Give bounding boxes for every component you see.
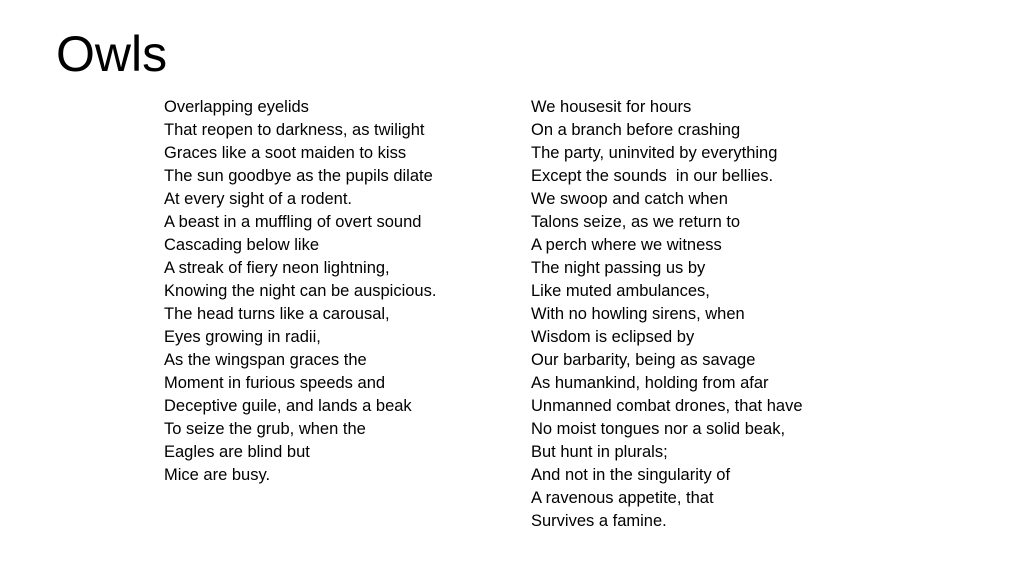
poem-line: A ravenous appetite, that (531, 489, 714, 507)
poem-line: A beast in a muffling of overt sound (164, 213, 422, 231)
poem-line: Cascading below like (164, 236, 320, 254)
poem-line: Survives a famine. (531, 512, 667, 530)
poem-line: As the wingspan graces the (164, 351, 367, 369)
poem-line: But hunt in plurals; (531, 443, 668, 461)
poem-line: Eyes growing in radii, (164, 328, 321, 346)
poem-line: Knowing the night can be auspicious. (164, 282, 437, 300)
poem-line: As humankind, holding from afar (531, 374, 769, 392)
poem-line: Eagles are blind but (164, 443, 310, 461)
poem-line: That reopen to darkness, as twilight (164, 121, 425, 139)
poem-right-column (531, 96, 803, 533)
poem-line: Mice are busy. (164, 466, 271, 484)
poem-line: The party, uninvited by everything (531, 144, 778, 162)
poem-line: The night passing us by (531, 259, 706, 277)
poem-line: The sun goodbye as the pupils dilate (164, 167, 433, 185)
poem-line: Overlapping eyelids (164, 98, 309, 116)
poem-line: Unmanned combat drones, that have (531, 397, 803, 415)
poem-line: To seize the grub, when the (164, 420, 366, 438)
poem-line: No moist tongues nor a solid beak, (531, 420, 786, 438)
poem-line: Talons seize, as we return to (531, 213, 741, 231)
poem-line: On a branch before crashing (531, 121, 741, 139)
poem-line: And not in the singularity of (531, 466, 731, 484)
poem-line: Like muted ambulances, (531, 282, 710, 300)
poem-left-column (164, 96, 436, 487)
poem-line: At every sight of a rodent. (164, 190, 353, 208)
poem-line: Our barbarity, being as savage (531, 351, 756, 369)
poem-line: The head turns like a carousal, (164, 305, 390, 323)
poem-line: With no howling sirens, when (531, 305, 745, 323)
poem-line: Wisdom is eclipsed by (531, 328, 695, 346)
poem-line: Graces like a soot maiden to kiss (164, 144, 407, 162)
poem-line: We swoop and catch when (531, 190, 728, 208)
poem-line: We housesit for hours (531, 98, 692, 116)
poem-line: Moment in furious speeds and (164, 374, 386, 392)
poem-line: A streak of fiery neon lightning, (164, 259, 390, 277)
slide-title: Owls (56, 26, 168, 82)
poem-line: Deceptive guile, and lands a beak (164, 397, 412, 415)
poem-line: A perch where we witness (531, 236, 722, 254)
poem-line: Except the sounds in our bellies. (531, 167, 774, 185)
